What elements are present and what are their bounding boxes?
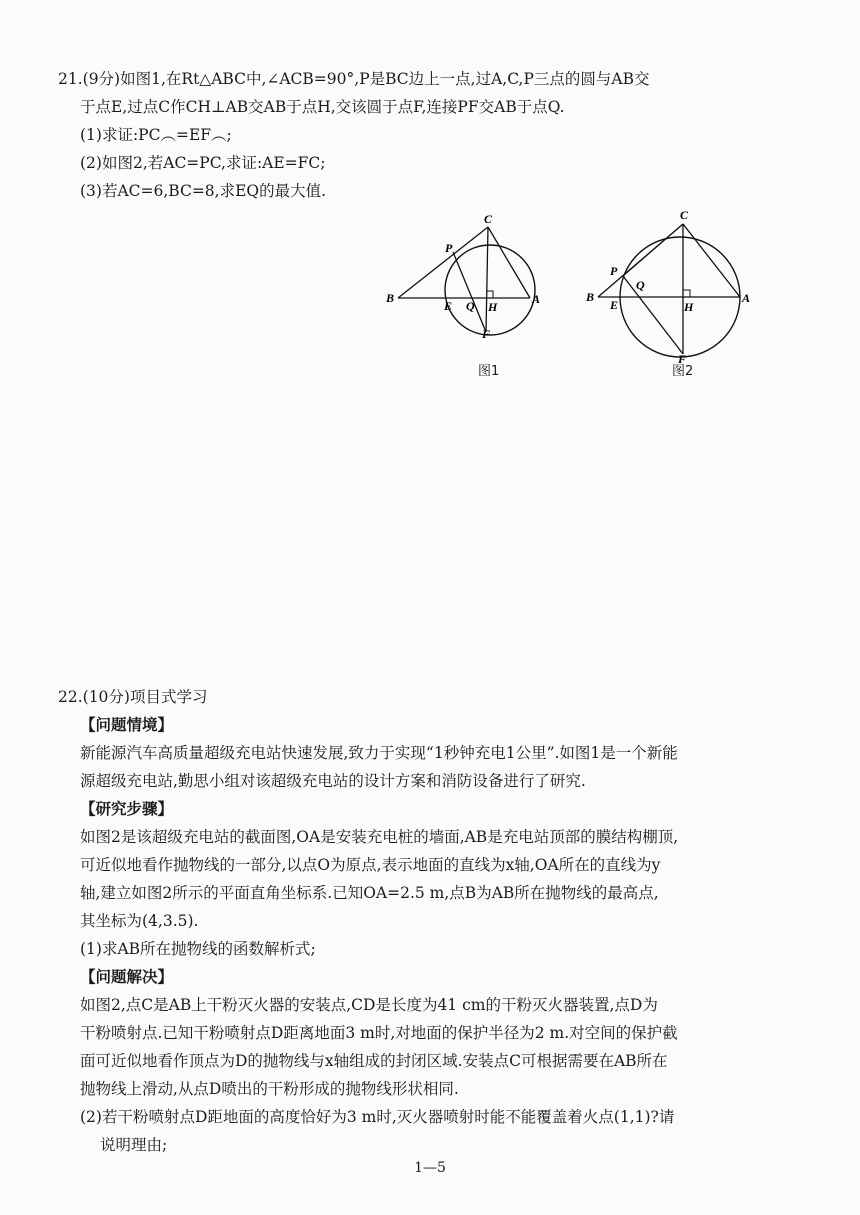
figure-1-diagram (380, 210, 560, 350)
fig1-label-b: B (386, 291, 395, 305)
fig1-label-c: C (484, 212, 493, 226)
q22-context-line2: 源超级充电站,勤思小组对该超级充电站的设计方案和消防设备进行了研究. (80, 772, 586, 790)
fig2-label-p: P (610, 264, 618, 278)
q22-section-context: 【问题情境】 (80, 715, 174, 734)
q22-solve-line3: 面可近似地看作顶点为D的抛物线与x轴组成的封闭区域.安装点C可根据需要在AB所在 (80, 1052, 668, 1070)
q22-section-solve: 【问题解决】 (80, 967, 174, 986)
q22-steps-line2: 可近似地看作抛物线的一部分,以点O为原点,表示地面的直线为x轴,OA所在的直线为y (80, 856, 661, 874)
fig1-label-e: E (444, 299, 453, 313)
fig2-label-b: B (586, 290, 595, 304)
fig1-label-h: H (488, 300, 498, 314)
q21-part3: (3)若AC=6,BC=8,求EQ的最大值. (80, 182, 327, 200)
fig2-label-h: H (684, 300, 694, 314)
q22-steps-line4: 其坐标为(4,3.5). (80, 912, 199, 930)
q22-section-steps: 【研究步骤】 (80, 799, 174, 818)
fig2-label-f: F (678, 352, 687, 365)
q22-solve-line4: 抛物线上滑动,从点D喷出的干粉形成的抛物线形状相同. (80, 1080, 459, 1098)
q21-part1: (1)求证:PC︵=EF︵; (80, 126, 232, 144)
fig2-label-q: Q (636, 278, 645, 292)
figure-1-caption: 图1 (478, 364, 500, 379)
q22-part2-line1: (2)若干粉喷射点D距地面的高度恰好为3 m时,灭火器喷射时能不能覆盖着火点(1,1)?请 (80, 1108, 675, 1126)
fig1-label-f: F (482, 327, 491, 341)
q21-part2: (2)如图2,若AC=PC,求证:AE=FC; (80, 154, 326, 172)
fig1-label-q: Q (466, 299, 475, 313)
q22-steps-line1: 如图2是该超级充电站的截面图,OA是安装充电桩的墙面,AB是充电站顶部的膜结构棚顶, (80, 828, 679, 846)
q22-steps-line3: 轴,建立如图2所示的平面直角坐标系.已知OA=2.5 m,点B为AB所在抛物线的最高点, (80, 884, 659, 902)
q22-title: 22.(10分)项目式学习 (58, 688, 208, 706)
q22-part2-line2: 说明理由; (100, 1136, 168, 1154)
figure-2-diagram (580, 205, 750, 365)
fig2-label-a: A (742, 291, 750, 305)
q21-line2: 于点E,过点C作CH⊥AB交AB于点H,交该圆于点F,连接PF交AB于点Q. (80, 98, 565, 116)
q22-solve-line2: 干粉喷射点.已知干粉喷射点D距离地面3 m时,对地面的保护半径为2 m.对空间的保护截 (80, 1024, 678, 1042)
figure-2-caption: 图2 (672, 364, 694, 379)
fig2-label-e: E (610, 298, 619, 312)
q22-solve-line1: 如图2,点C是AB上干粉灭火器的安装点,CD是长度为41 cm的干粉灭火器装置,点D为 (80, 996, 658, 1014)
q22-context-line1: 新能源汽车高质量超级充电站快速发展,致力于实现“1秒钟充电1公里”.如图1是一个新能 (80, 744, 678, 762)
fig1-label-p: P (445, 241, 453, 255)
page-number: 1—5 (414, 1160, 446, 1176)
fig2-label-c: C (680, 208, 689, 222)
q22-part1: (1)求AB所在抛物线的函数解析式; (80, 940, 316, 958)
q21-line1: 21.(9分)如图1,在Rt△ABC中,∠ACB=90°,P是BC边上一点,过A,C,P三点的圆与AB交 (58, 70, 650, 88)
fig1-label-a: A (532, 292, 541, 306)
